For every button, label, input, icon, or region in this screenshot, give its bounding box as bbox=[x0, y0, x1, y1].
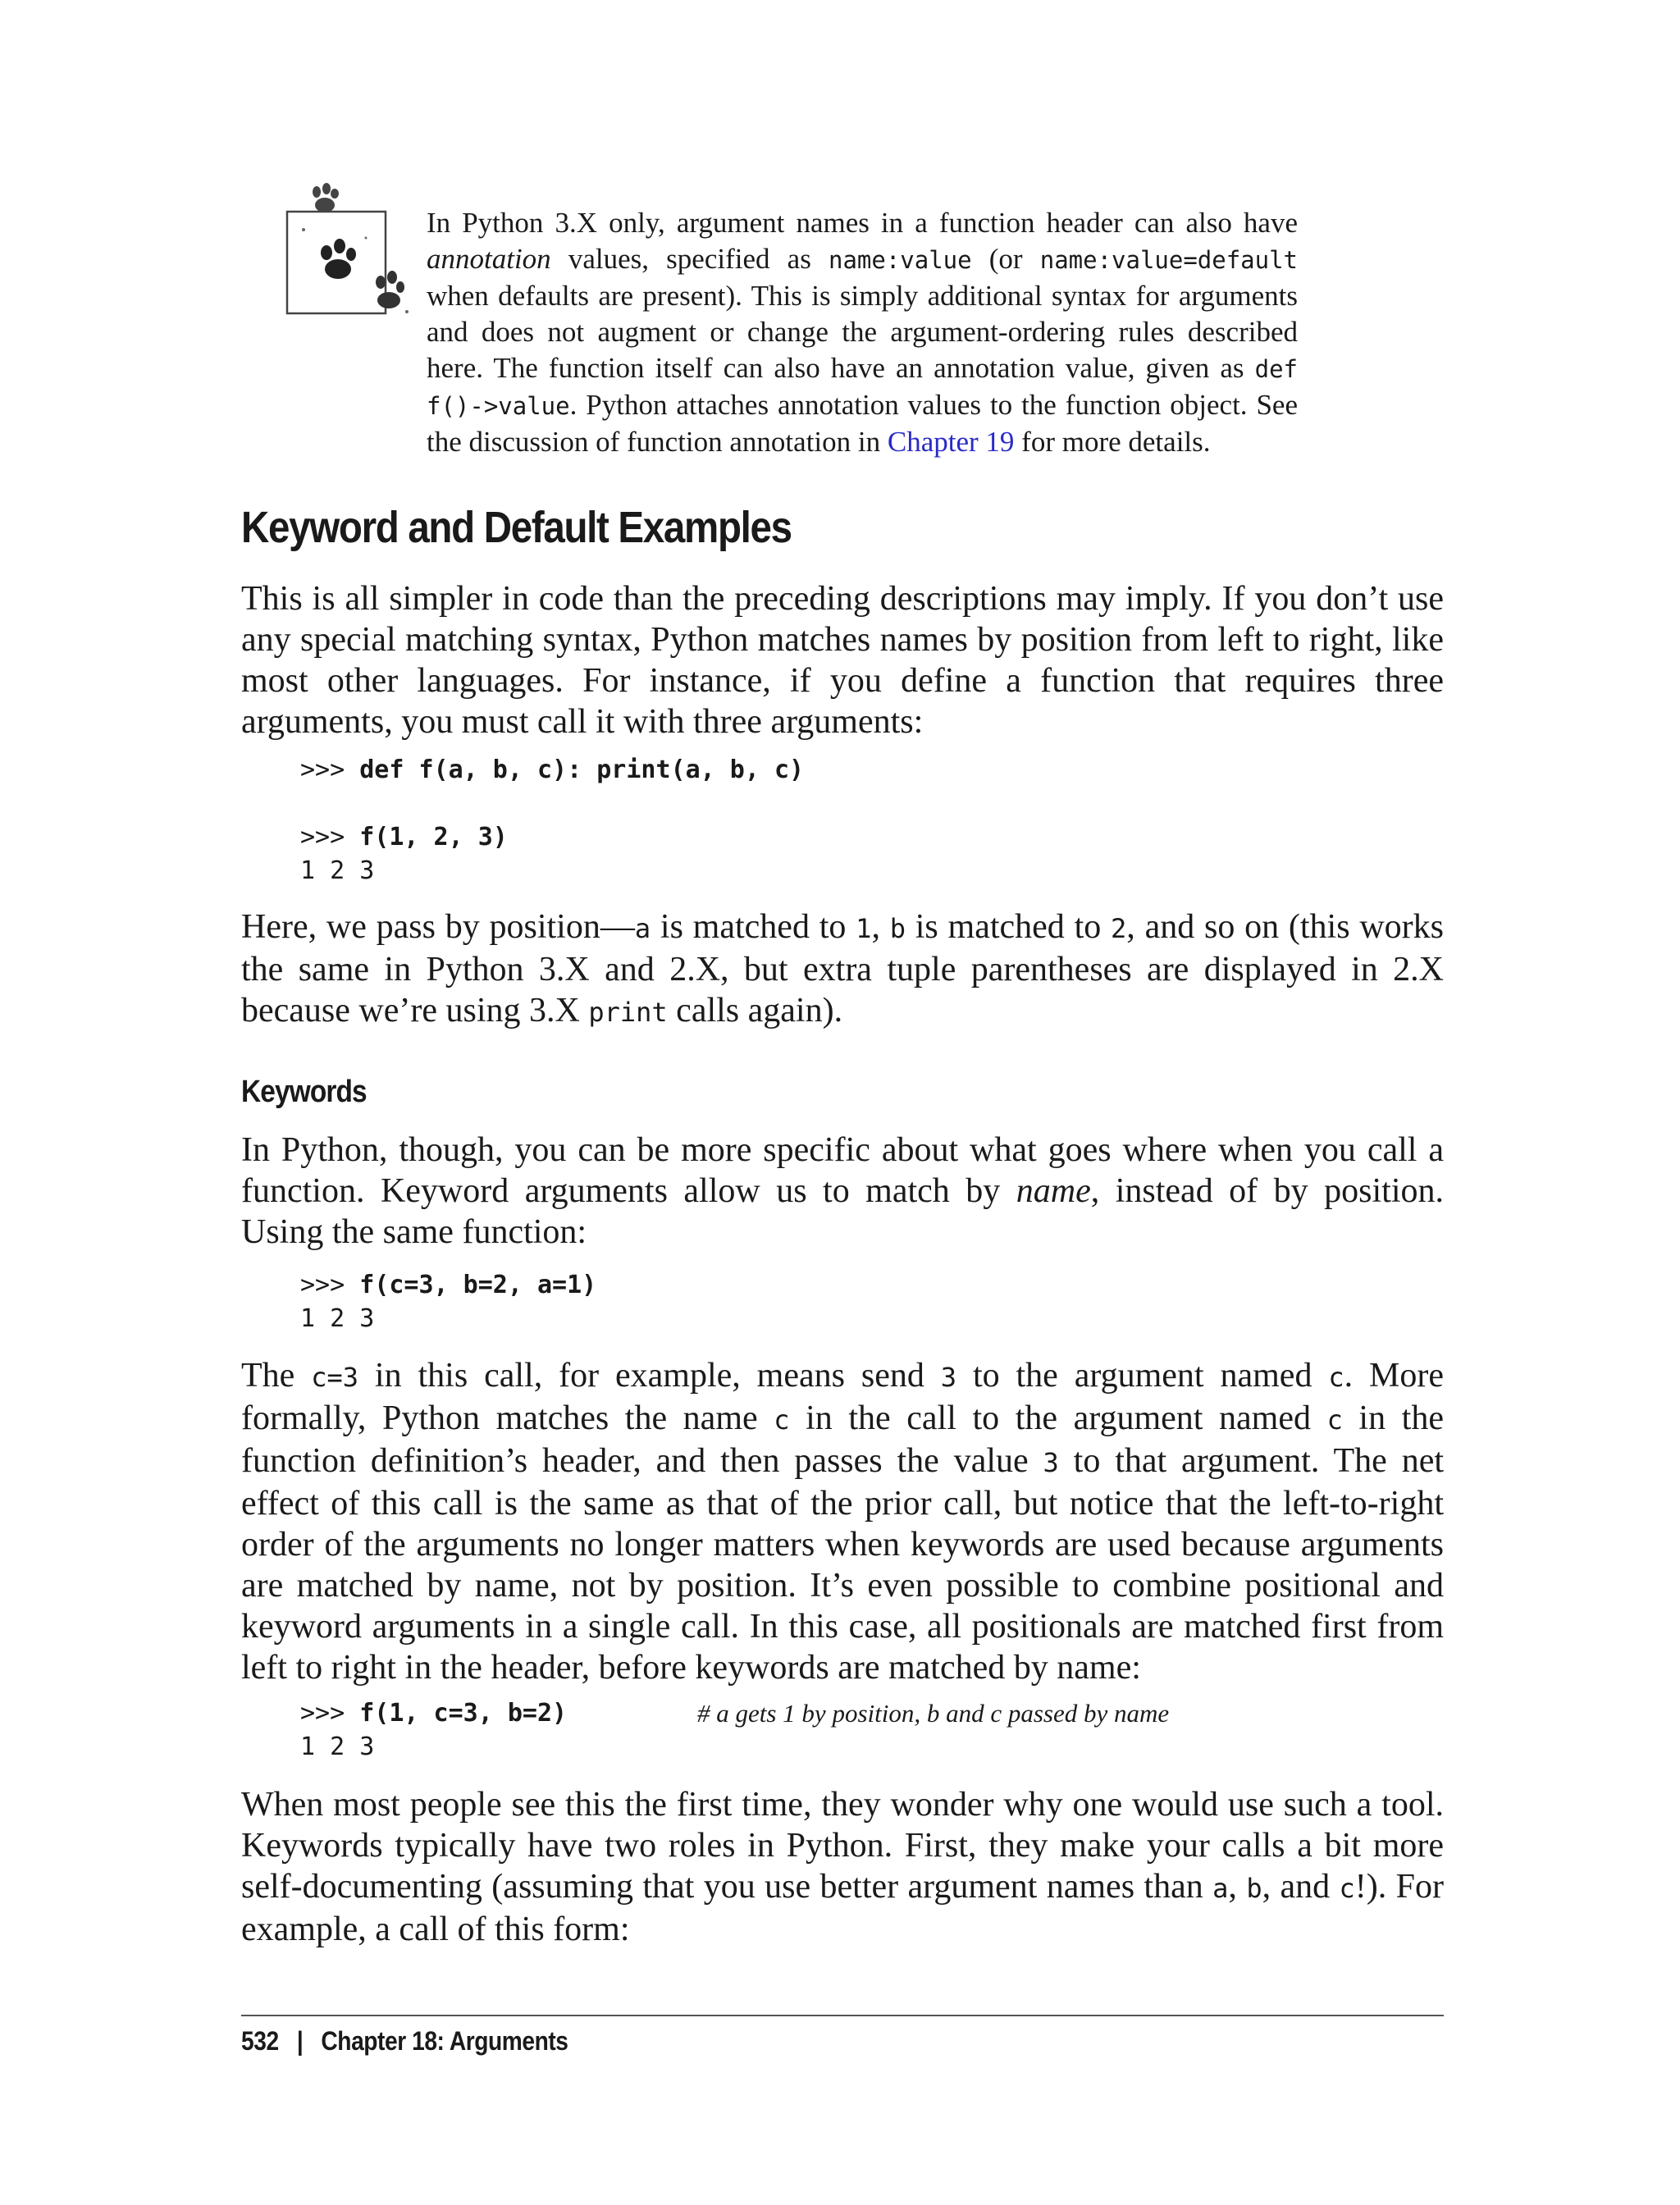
page-number: 532 bbox=[241, 2026, 279, 2056]
note-text-segment: for more details. bbox=[1014, 426, 1211, 458]
note-text-segment: . Python attaches annotation values to the function object. See the discussion of function annotation in bbox=[427, 389, 1298, 458]
inline-code: 2 bbox=[1111, 913, 1127, 944]
paragraph-position bbox=[241, 906, 1444, 1033]
note-text-segment: (or bbox=[971, 243, 1040, 275]
text-segment: !). For example, a call of this form: bbox=[241, 1868, 1444, 1948]
inline-code: 3 bbox=[1043, 1447, 1059, 1478]
note-text-segment: values, specified as bbox=[550, 243, 829, 275]
page-footer bbox=[241, 2026, 568, 2057]
footer-separator: | bbox=[296, 2026, 304, 2056]
text-segment: in this call, for example, means send bbox=[358, 1357, 941, 1395]
code-line: f(1, c=3, b=2) bbox=[359, 1699, 568, 1728]
emphasis: name bbox=[1016, 1172, 1091, 1210]
text-segment: , instead of by position. Using the same function: bbox=[241, 1172, 1444, 1251]
code-prompt: >>> bbox=[300, 756, 360, 784]
inline-code: name:value bbox=[828, 246, 972, 274]
inline-code: b bbox=[889, 913, 906, 944]
paragraph-roles bbox=[241, 1784, 1444, 1950]
text-segment: to that argument. The net effect of this call is the same as that of the prior call, but notice that the left-to-right order of the arguments no longer matters when keywords are used because arguments are matched by name, not by position. It’s even possible to combine positional and keyword arguments in a single call. In this case, all positionals are matched first from left to right in the header, before keywords are matched by name: bbox=[241, 1442, 1444, 1687]
inline-code: def f()->value bbox=[427, 355, 1298, 420]
code-prompt: >>> bbox=[300, 1271, 360, 1299]
paragraph-intro: This is all simpler in code than the preceding descriptions may imply. If you don’t use any special matching syntax, Python matches names by position from left to right, like most other languages. For instance, if you define a function that requires three arguments, you must call it with three arguments: bbox=[241, 580, 1444, 741]
text-segment: , and so on (this works the same in Python 3.X and 2.X, but extra tuple parentheses are displayed in 2.X because we’re using 3.X bbox=[241, 908, 1444, 1029]
inline-code: 1 bbox=[856, 913, 872, 944]
code-output: 1 2 3 bbox=[300, 1304, 375, 1333]
inline-code: c bbox=[1326, 1404, 1343, 1436]
code-output: 1 2 3 bbox=[300, 1732, 375, 1761]
note-text bbox=[427, 205, 1298, 460]
subsection-title: Keywords bbox=[241, 1075, 367, 1109]
paragraph-formally bbox=[241, 1355, 1444, 1688]
text-segment: In Python, though, you can be more specific about what goes where when you call a function. Keyword arguments allow us to match by bbox=[241, 1131, 1444, 1210]
code-block-2 bbox=[300, 1268, 596, 1335]
note-text-segment: when defaults are present). This is simply additional syntax for arguments and does not augment or change the argument-ordering rules described here. The function itself can also have an annotation value, given as bbox=[427, 280, 1298, 384]
inline-code: c bbox=[1339, 1873, 1355, 1904]
code-block-3 bbox=[300, 1696, 1170, 1764]
tip-icon bbox=[284, 180, 431, 328]
text-segment: in the function definition’s header, and then passes the value bbox=[241, 1399, 1444, 1480]
inline-code: c=3 bbox=[311, 1362, 359, 1393]
inline-code: print bbox=[588, 997, 668, 1028]
inline-code: a bbox=[634, 913, 651, 944]
inline-code: name:value=default bbox=[1039, 246, 1299, 274]
inline-code: 3 bbox=[940, 1362, 957, 1393]
footer-chapter-title: Chapter 18: Arguments bbox=[321, 2026, 568, 2056]
inline-code: a bbox=[1212, 1873, 1229, 1904]
footer-rule bbox=[241, 2015, 1444, 2016]
text-segment: When most people see this the first time, they wonder why one would use such a tool. Keywords typically have two roles in Python. First, they make your calls a bit more self-documenting (assuming that you use better argument names than bbox=[241, 1786, 1444, 1906]
code-prompt: >>> bbox=[300, 1699, 360, 1728]
text-segment: Here, we pass by position— bbox=[241, 908, 635, 946]
text-segment: to the argument named bbox=[956, 1357, 1329, 1395]
note-text-segment: In Python 3.X only, argument names in a function header can also have bbox=[427, 207, 1298, 239]
text-segment: is matched to bbox=[905, 908, 1112, 946]
text-segment: . More formally, Python matches the name bbox=[241, 1357, 1445, 1437]
inline-code: c bbox=[774, 1404, 790, 1436]
text-segment: , and bbox=[1262, 1868, 1340, 1906]
text-segment: The bbox=[241, 1357, 312, 1395]
code-output: 1 2 3 bbox=[300, 856, 375, 885]
code-line: f(1, 2, 3) bbox=[359, 823, 508, 851]
section-title: Keyword and Default Examples bbox=[241, 503, 792, 552]
text-segment: is matched to bbox=[651, 908, 856, 946]
code-block-1 bbox=[300, 753, 804, 888]
code-prompt: >>> bbox=[300, 823, 360, 851]
text-segment: calls again). bbox=[667, 992, 843, 1029]
paragraph-keywords bbox=[241, 1130, 1444, 1253]
inline-code: b bbox=[1246, 1873, 1262, 1904]
text-segment: , bbox=[1228, 1868, 1247, 1906]
inline-code: c bbox=[1328, 1362, 1344, 1393]
code-comment: # a gets 1 by position, b and c passed by name bbox=[697, 1699, 1170, 1728]
chapter-19-link[interactable]: Chapter 19 bbox=[887, 426, 1015, 458]
note-emphasis: annotation bbox=[427, 243, 551, 275]
code-line: f(c=3, b=2, a=1) bbox=[359, 1271, 597, 1299]
text-segment: , bbox=[871, 908, 890, 946]
text-segment: in the call to the argument named bbox=[789, 1399, 1327, 1437]
code-line: def f(a, b, c): print(a, b, c) bbox=[359, 756, 805, 784]
